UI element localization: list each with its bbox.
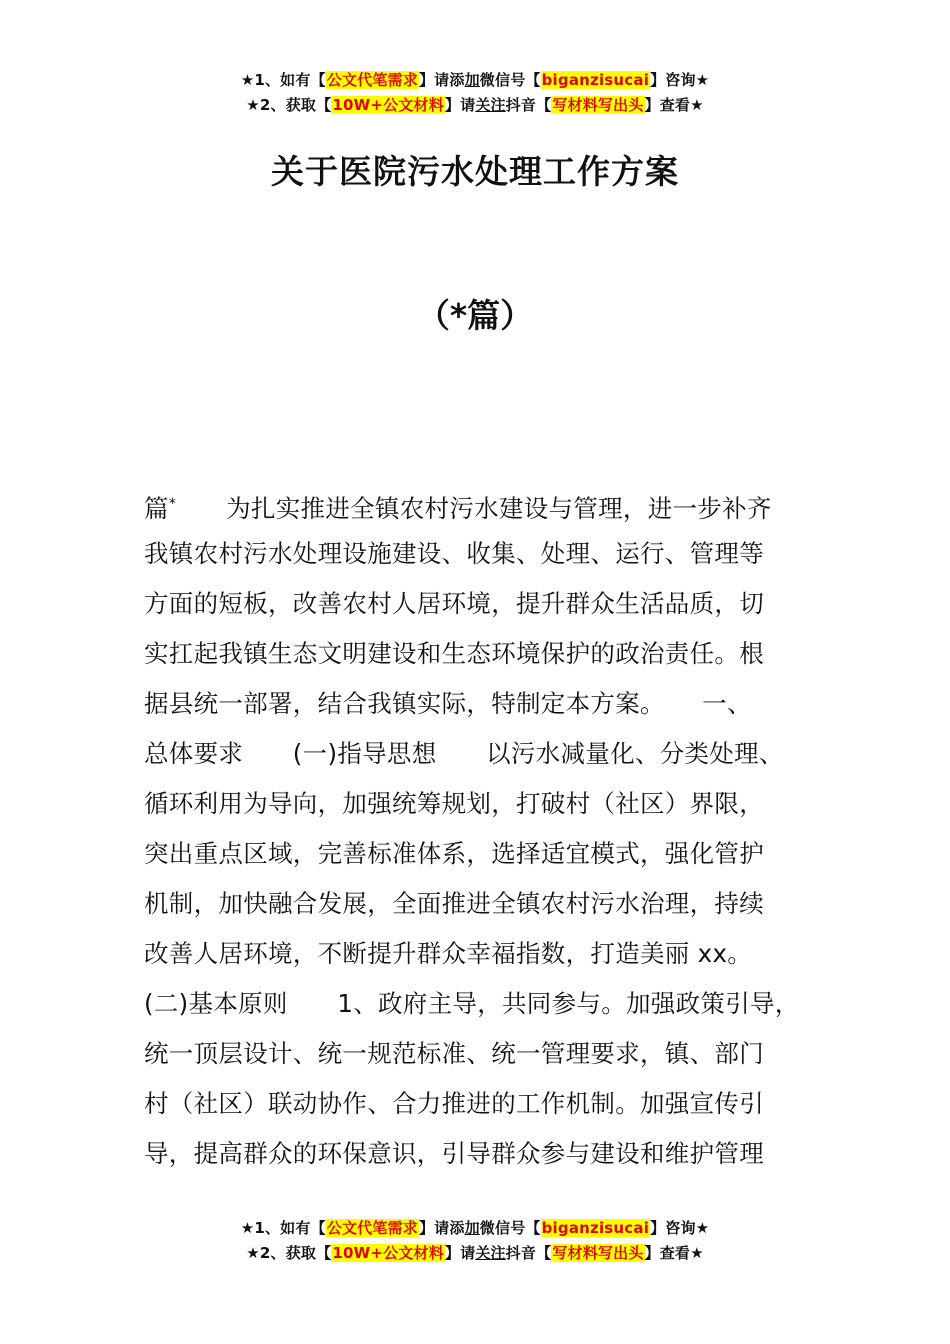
banner-line-2 [0, 93, 950, 118]
banner-underlined-text: 关注 [475, 1244, 506, 1262]
banner-highlight: 公文代笔需求 [326, 1219, 418, 1237]
banner-text: 】请 [444, 96, 476, 114]
banner-highlight: 写材料写出头 [552, 96, 644, 114]
banner-underlined-text: 加 [464, 1219, 480, 1237]
banner-text: 抖音【 [505, 1244, 552, 1262]
banner-text: 微信号【 [479, 71, 541, 89]
banner-text: 】咨询★ [650, 1219, 710, 1237]
body-line: 方面的短板，改善农村人居环境，提升群众生活品质，切 [144, 589, 764, 618]
body-line: 村（社区）联动协作、合力推进的工作机制。加强宣传引 [144, 1089, 764, 1118]
document-subtitle: （*篇） [416, 296, 534, 335]
body-line [144, 479, 844, 529]
banner-line-1 [0, 68, 950, 93]
banner-text: 】咨询★ [650, 71, 710, 89]
banner-text: ★1、如有【 [240, 71, 326, 89]
banner-text: 】请添 [418, 71, 465, 89]
banner-highlight: 公文代笔需求 [326, 71, 418, 89]
banner-text: 】请添 [418, 1219, 465, 1237]
body-line: 据县统一部署，结合我镇实际，特制定本方案。 一、 [144, 689, 752, 718]
document-body [144, 479, 844, 1179]
body-line: 突出重点区域，完善标准体系，选择适宜模式，强化管护 [144, 839, 764, 868]
banner-text: ★1、如有【 [240, 1219, 326, 1237]
body-line: (二)基本原则 1、政府主导，共同参与。加强政策引导， [144, 989, 800, 1018]
bottom-banner [0, 1216, 950, 1266]
banner-underlined-text: 关注 [475, 96, 506, 114]
body-line: 总体要求 (一)指导思想 以污水减量化、分类处理、 [144, 739, 784, 768]
banner-line-1 [0, 1216, 950, 1241]
body-line: 机制，加快融合发展，全面推进全镇农村污水治理，持续 [144, 889, 764, 918]
top-banner [0, 68, 950, 118]
body-line: 实扛起我镇生态文明建设和生态环境保护的政治责任。根 [144, 639, 764, 668]
banner-highlight: 写材料写出头 [552, 1244, 644, 1262]
body-line: 我镇农村污水处理设施建设、收集、处理、运行、管理等 [144, 539, 764, 568]
section-marker-sup: * [168, 496, 177, 512]
banner-text: 】请 [444, 1244, 476, 1262]
body-line: 统一顶层设计、统一规范标准、统一管理要求，镇、部门 [144, 1039, 764, 1068]
banner-highlight: 10W+公文材料 [332, 96, 444, 114]
banner-underlined-text: 加 [464, 71, 480, 89]
banner-text: ★2、获取【 [246, 1244, 332, 1262]
body-line: 循环利用为导向，加强统筹规划，打破村（社区）界限， [144, 789, 764, 818]
section-marker: 篇 [144, 494, 169, 524]
banner-text: 抖音【 [505, 96, 552, 114]
banner-highlight: biganzisucai [541, 71, 650, 89]
banner-text: 微信号【 [479, 1219, 541, 1237]
banner-text: ★2、获取【 [246, 96, 332, 114]
banner-text: 】查看★ [644, 1244, 704, 1262]
body-line: 导，提高群众的环保意识，引导群众参与建设和维护管理 [144, 1139, 764, 1168]
body-line-text: 为扎实推进全镇农村污水建设与管理，进一步补齐 [226, 494, 772, 524]
banner-text: 】查看★ [644, 96, 704, 114]
banner-highlight: 10W+公文材料 [332, 1244, 444, 1262]
banner-line-2 [0, 1241, 950, 1266]
document-title: 关于医院污水处理工作方案 [271, 152, 679, 191]
body-line: 改善人居环境，不断提升群众幸福指数，打造美丽 xx。 [144, 939, 753, 968]
banner-highlight: biganzisucai [541, 1219, 650, 1237]
